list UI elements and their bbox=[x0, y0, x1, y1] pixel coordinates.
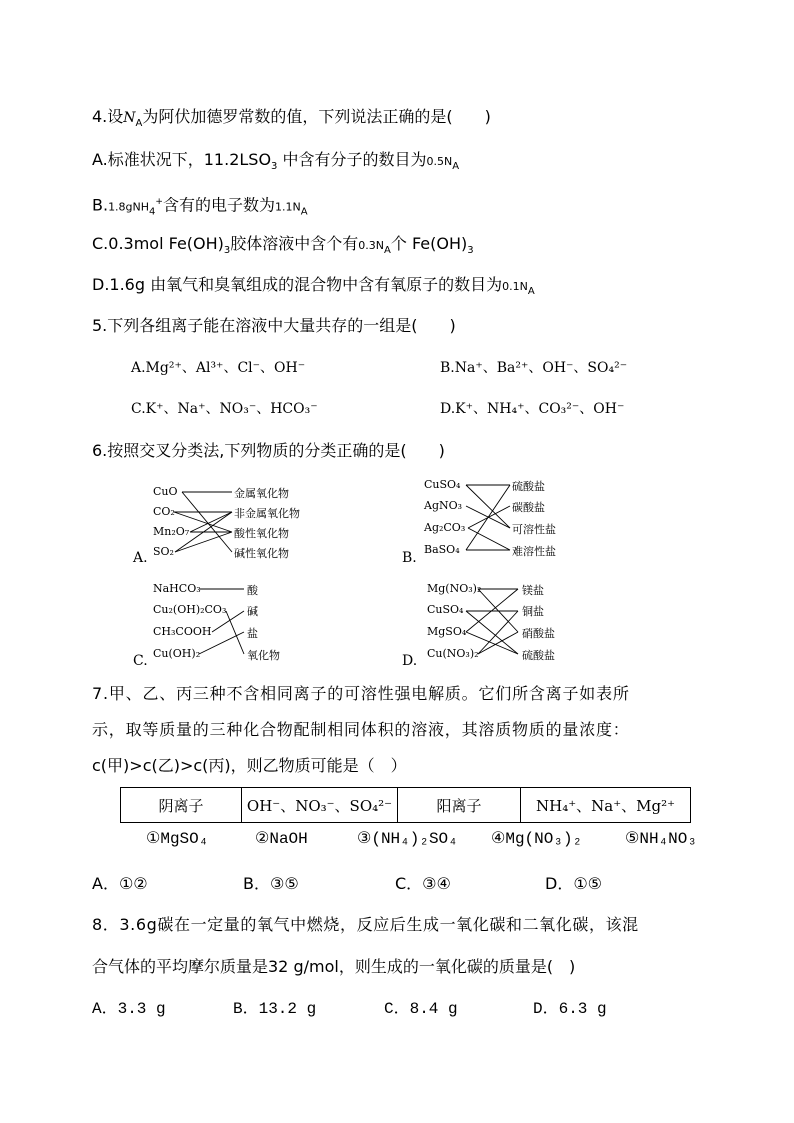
diagC-right-2: 盐 bbox=[247, 627, 258, 640]
diagram-b-label: B. bbox=[402, 550, 417, 566]
ion-table bbox=[120, 787, 691, 823]
diagA-right-1: 非金属氧化物 bbox=[234, 507, 300, 520]
diagC-left-1: Cu₂(OH)₂CO₃ bbox=[153, 603, 227, 616]
diagB-left-0: CuSO₄ bbox=[424, 478, 461, 491]
diagB-left-2: Ag₂CO₃ bbox=[424, 521, 466, 534]
q8-option-c: C．8.4 g bbox=[384, 1000, 458, 1018]
diagB-right-2: 可溶性盐 bbox=[512, 523, 556, 536]
compound-1: ①MgSO₄ bbox=[146, 830, 209, 848]
cation-label: 阳离子 bbox=[398, 788, 521, 823]
compound-4: ④Mg(NO₃)₂ bbox=[491, 830, 583, 848]
compound-2: ②NaOH bbox=[255, 830, 308, 848]
diagC-left-0: NaHCO₃ bbox=[153, 582, 201, 595]
compound-5: ⑤NH₄NO₃ bbox=[625, 830, 697, 848]
compound-3: ③(NH₄)₂SO₄ bbox=[357, 830, 458, 848]
diagC-left-2: CH₃COOH bbox=[153, 625, 212, 638]
diagC-right-0: 酸 bbox=[247, 584, 258, 597]
diagD-left-2: MgSO₄ bbox=[427, 625, 467, 638]
q5-option-d: D.K⁺、NH₄⁺、CO₃²⁻、OH⁻ bbox=[440, 401, 625, 417]
diagB-left-3: BaSO₄ bbox=[424, 543, 460, 556]
q7-option-c: C．③④ bbox=[395, 874, 451, 893]
q7-line-1: 7.甲、乙、丙三种不含相同离子的可溶性强电解质。它们所含离子如表所 bbox=[92, 684, 630, 703]
diagB-right-3: 难溶性盐 bbox=[512, 545, 556, 558]
diagD-right-1: 铜盐 bbox=[522, 605, 544, 618]
diagram-a-label: A. bbox=[133, 550, 148, 566]
q7-option-b: B．③⑤ bbox=[243, 874, 299, 893]
q7-line-2: 示，取等质量的三种化合物配制相同体积的溶液，其溶质物质的量浓度： bbox=[92, 720, 630, 739]
diagram-c-label: C. bbox=[133, 653, 148, 669]
q5-option-a: A.Mg²⁺、Al³⁺、Cl⁻、OH⁻ bbox=[131, 360, 306, 376]
diagA-right-2: 酸性氧化物 bbox=[234, 527, 289, 540]
diagA-right-3: 碱性氧化物 bbox=[234, 547, 289, 560]
q5-stem: 5.下列各组离子能在溶液中大量共存的一组是( ) bbox=[92, 316, 456, 335]
diagA-right-0: 金属氧化物 bbox=[234, 487, 289, 500]
diagC-right-1: 碱 bbox=[247, 605, 258, 618]
q4-option-c: C.0.3mol $Fe(OH)_3$胶体溶液中含个有$0.3N_A$个 $Fe(OH)_3$ bbox=[92, 234, 474, 257]
diagC-left-3: Cu(OH)₂ bbox=[153, 647, 201, 660]
diagD-right-2: 硝酸盐 bbox=[522, 627, 555, 640]
q8-option-b: B．13.2 g bbox=[233, 1000, 317, 1018]
q7-option-a: A．①② bbox=[92, 874, 148, 893]
diagA-left-0: CuO bbox=[153, 485, 178, 498]
q8-line-1: 8．3.6g碳在一定量的氧气中燃烧，反应后生成一氧化碳和二氧化碳，该混 bbox=[92, 915, 639, 934]
diagA-left-1: CO₂ bbox=[153, 505, 175, 518]
q8-line-2: 合气体的平均摩尔质量是32 g/mol，则生成的一氧化碳的质量是( ) bbox=[92, 957, 576, 976]
diagB-right-0: 硫酸盐 bbox=[512, 480, 545, 493]
q5-option-b: B.Na⁺、Ba²⁺、OH⁻、SO₄²⁻ bbox=[440, 360, 628, 376]
anion-values: OH⁻、NO₃⁻、SO₄²⁻ bbox=[242, 788, 398, 823]
diagA-left-3: SO₂ bbox=[153, 545, 174, 558]
q4-stem: 4.设$N_A$为阿伏加德罗常数的值，下列说法正确的是( ) bbox=[92, 107, 491, 130]
anion-label: 阴离子 bbox=[121, 788, 242, 823]
diagD-left-3: Cu(NO₃)₂ bbox=[427, 647, 479, 660]
q7-option-d: D．①⑤ bbox=[545, 874, 603, 893]
q5-option-c: C.K⁺、Na⁺、NO₃⁻、HCO₃⁻ bbox=[131, 401, 318, 417]
diagC-right-3: 氧化物 bbox=[247, 649, 280, 662]
diagA-left-2: Mn₂O₇ bbox=[153, 525, 190, 538]
q8-option-d: D．6.3 g bbox=[533, 1000, 607, 1018]
diagD-left-0: Mg(NO₃)₂ bbox=[427, 582, 482, 595]
q4-option-d: D.1.6g 由氧气和臭氧组成的混合物中含有氧原子的数目为$0.1N_A$ bbox=[92, 275, 535, 298]
diagD-left-1: CuSO₄ bbox=[427, 603, 464, 616]
diagD-right-0: 镁盐 bbox=[522, 584, 544, 597]
q6-stem: 6.按照交叉分类法,下列物质的分类正确的是( ) bbox=[92, 441, 445, 460]
diagB-left-1: AgNO₃ bbox=[424, 499, 463, 512]
diagB-right-1: 碳酸盐 bbox=[512, 501, 545, 514]
q4-option-a: A.标准状况下，$11.2LSO_3$ 中含有分子的数目为$0.5N_A$ bbox=[92, 150, 460, 173]
diagram-d-label: D. bbox=[402, 653, 418, 669]
q4-option-b: B.1.8gNH$_4$+含有的电子数为$1.1N_A$ bbox=[92, 195, 308, 218]
diagD-right-3: 硫酸盐 bbox=[522, 649, 555, 662]
q8-option-a: A．3.3 g bbox=[92, 1000, 166, 1018]
q7-line-3: c(甲)>c(乙)>c(丙)，则乙物质可能是（ ） bbox=[92, 756, 407, 775]
cation-values: NH₄⁺、Na⁺、Mg²⁺ bbox=[521, 788, 691, 823]
